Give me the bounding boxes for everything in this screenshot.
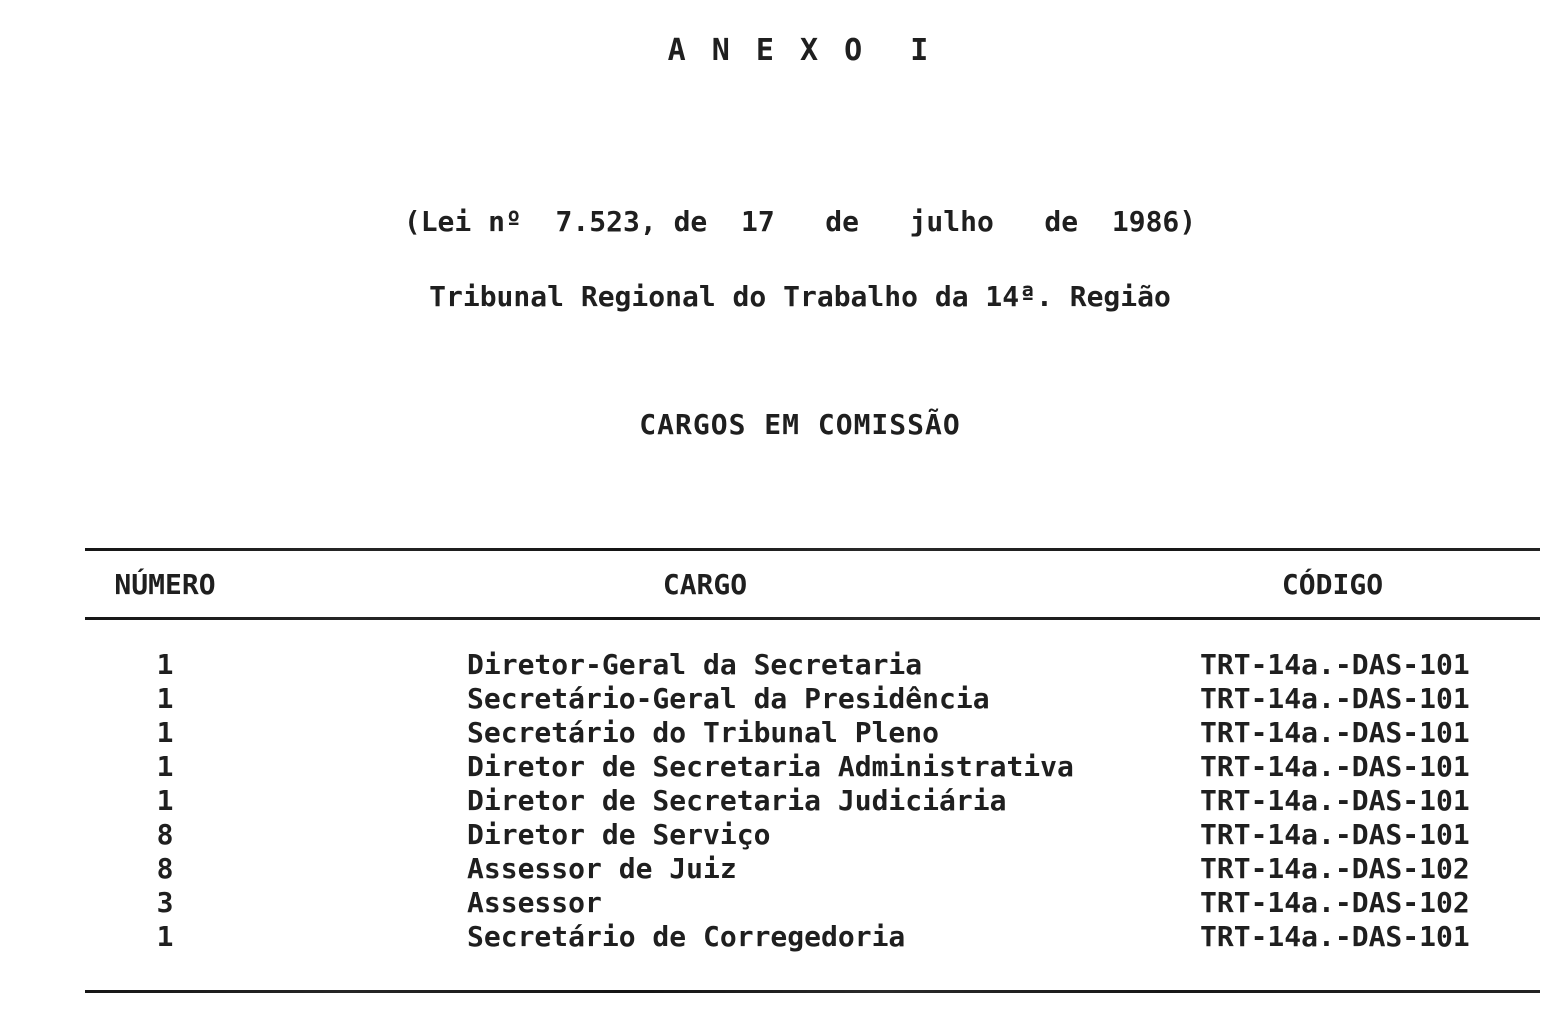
court-name-line: Tribunal Regional do Trabalho da 14ª. Região: [429, 280, 1171, 313]
cell-cargo: Secretário-Geral da Presidência: [467, 682, 990, 715]
cell-numero: 1: [156, 750, 174, 783]
cell-numero: 1: [156, 716, 174, 749]
cell-codigo: TRT-14a.-DAS-101: [1200, 818, 1470, 851]
table-row: [85, 648, 1540, 682]
table-header-row: [85, 551, 1540, 617]
cell-numero: 8: [156, 818, 174, 851]
table-row: [85, 682, 1540, 716]
table-row: [85, 852, 1540, 886]
cell-cargo: Assessor: [467, 886, 602, 919]
cell-cargo: Assessor de Juiz: [467, 852, 737, 885]
cell-codigo: TRT-14a.-DAS-101: [1200, 716, 1470, 749]
cell-cargo: Diretor-Geral da Secretaria: [467, 648, 923, 681]
table-bottom-rule: [85, 990, 1540, 993]
law-reference-line: (Lei nº 7.523, de 17 de julho de 1986): [403, 205, 1197, 238]
cell-codigo: TRT-14a.-DAS-101: [1200, 750, 1470, 783]
cell-numero: 1: [156, 920, 174, 953]
column-header-cargo: CARGO: [662, 567, 748, 601]
section-heading: CARGOS EM COMISSÃO: [639, 408, 961, 441]
cell-codigo: TRT-14a.-DAS-101: [1200, 920, 1470, 953]
cell-cargo: Diretor de Secretaria Administrativa: [467, 750, 1074, 783]
cell-numero: 1: [156, 648, 174, 681]
cell-codigo: TRT-14a.-DAS-102: [1200, 852, 1470, 885]
cell-numero: 1: [156, 784, 174, 817]
cell-cargo: Diretor de Serviço: [467, 818, 771, 851]
table-header-divider-rule: [85, 617, 1540, 620]
table-row: [85, 920, 1540, 954]
cell-codigo: TRT-14a.-DAS-101: [1200, 682, 1470, 715]
column-header-codigo: CÓDIGO: [1281, 567, 1384, 601]
cell-cargo: Secretário de Corregedoria: [467, 920, 906, 953]
cell-numero: 8: [156, 852, 174, 885]
cell-numero: 1: [156, 682, 174, 715]
column-header-numero: NÚMERO: [114, 567, 216, 601]
table-row: [85, 818, 1540, 852]
document-title: A N E X O I: [667, 33, 933, 68]
table-body: [85, 648, 1540, 954]
cell-codigo: TRT-14a.-DAS-102: [1200, 886, 1470, 919]
table-row: [85, 750, 1540, 784]
positions-table: [85, 548, 1540, 993]
cell-cargo: Diretor de Secretaria Judiciária: [467, 784, 1007, 817]
table-row: [85, 716, 1540, 750]
cell-codigo: TRT-14a.-DAS-101: [1200, 784, 1470, 817]
cell-cargo: Secretário do Tribunal Pleno: [467, 716, 940, 749]
cell-codigo: TRT-14a.-DAS-101: [1200, 648, 1470, 681]
table-row: [85, 784, 1540, 818]
table-row: [85, 886, 1540, 920]
cell-numero: 3: [156, 886, 174, 919]
